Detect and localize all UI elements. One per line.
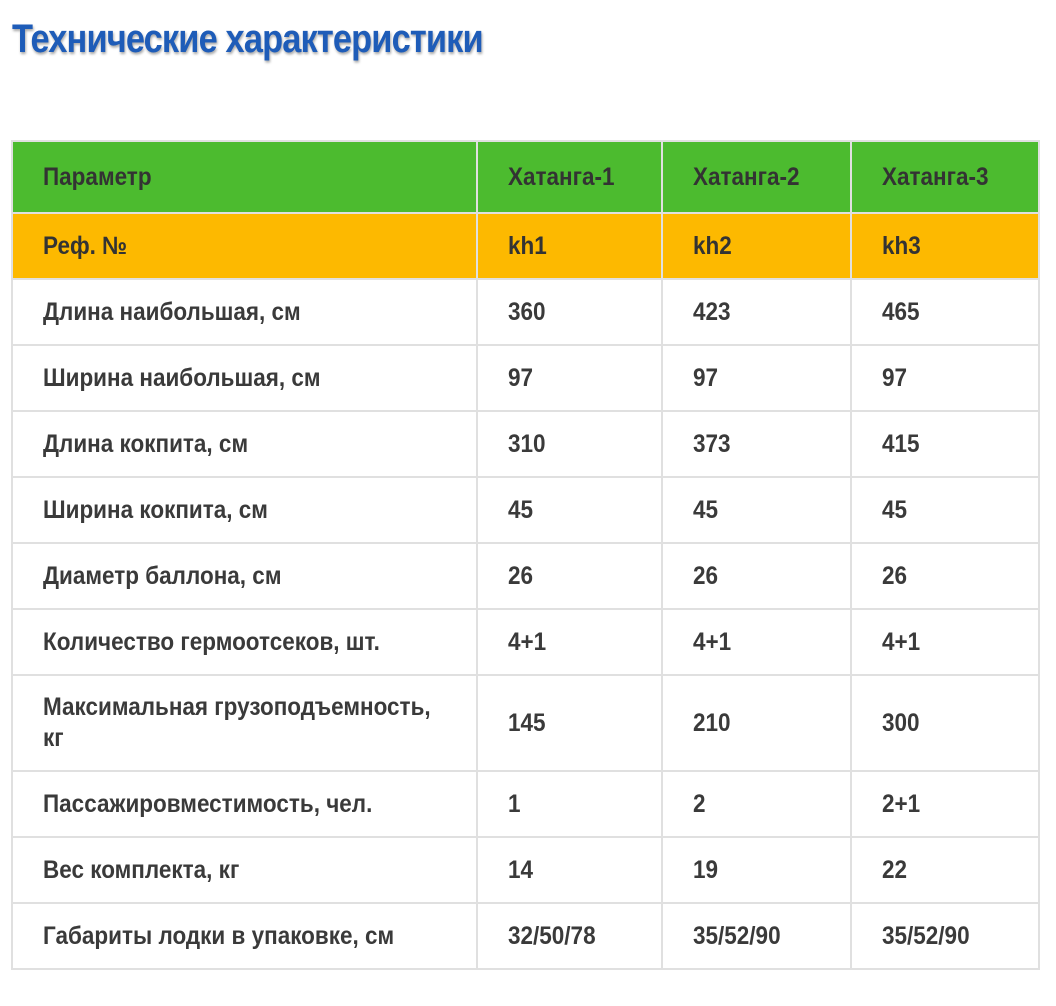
value-cell: 4+1 xyxy=(477,609,662,675)
value-cell: 97 xyxy=(477,345,662,411)
value-cell: 1 xyxy=(477,771,662,837)
table-row xyxy=(12,903,1039,969)
param-cell: Пассажировместимость, чел. xyxy=(12,771,477,837)
value-cell: 45 xyxy=(477,477,662,543)
specs-table xyxy=(11,140,1040,970)
param-cell: Вес комплекта, кг xyxy=(12,837,477,903)
ref-cell-1: kh1 xyxy=(477,213,662,279)
param-cell: Длина наибольшая, см xyxy=(12,279,477,345)
value-cell: 2+1 xyxy=(851,771,1039,837)
table-row xyxy=(12,675,1039,771)
value-cell: 310 xyxy=(477,411,662,477)
param-cell: Диаметр баллона, см xyxy=(12,543,477,609)
value-cell: 26 xyxy=(477,543,662,609)
value-cell: 145 xyxy=(477,675,662,771)
table-row xyxy=(12,837,1039,903)
value-cell: 415 xyxy=(851,411,1039,477)
value-cell: 423 xyxy=(662,279,851,345)
value-cell: 26 xyxy=(851,543,1039,609)
ref-cell-2: kh2 xyxy=(662,213,851,279)
value-cell: 2 xyxy=(662,771,851,837)
table-row xyxy=(12,279,1039,345)
param-cell: Количество гермоотсеков, шт. xyxy=(12,609,477,675)
header-cell-khatanga-3: Хатанга-3 xyxy=(851,141,1039,213)
value-cell: 26 xyxy=(662,543,851,609)
value-cell: 360 xyxy=(477,279,662,345)
value-cell: 35/52/90 xyxy=(851,903,1039,969)
header-cell-parameter: Параметр xyxy=(12,141,477,213)
header-cell-khatanga-1: Хатанга-1 xyxy=(477,141,662,213)
table-row xyxy=(12,411,1039,477)
value-cell: 22 xyxy=(851,837,1039,903)
value-cell: 97 xyxy=(662,345,851,411)
value-cell: 4+1 xyxy=(851,609,1039,675)
table-row xyxy=(12,477,1039,543)
table-row xyxy=(12,543,1039,609)
table-header-row xyxy=(12,141,1039,213)
ref-cell-3: kh3 xyxy=(851,213,1039,279)
value-cell: 465 xyxy=(851,279,1039,345)
table-row xyxy=(12,345,1039,411)
param-cell: Ширина кокпита, см xyxy=(12,477,477,543)
page-title: Технические характеристики xyxy=(12,17,483,61)
value-cell: 210 xyxy=(662,675,851,771)
param-cell: Ширина наибольшая, см xyxy=(12,345,477,411)
param-cell: Длина кокпита, см xyxy=(12,411,477,477)
value-cell: 45 xyxy=(851,477,1039,543)
header-cell-khatanga-2: Хатанга-2 xyxy=(662,141,851,213)
value-cell: 45 xyxy=(662,477,851,543)
value-cell: 32/50/78 xyxy=(477,903,662,969)
value-cell: 35/52/90 xyxy=(662,903,851,969)
table-row xyxy=(12,609,1039,675)
value-cell: 97 xyxy=(851,345,1039,411)
table-row xyxy=(12,771,1039,837)
value-cell: 300 xyxy=(851,675,1039,771)
value-cell: 14 xyxy=(477,837,662,903)
value-cell: 19 xyxy=(662,837,851,903)
value-cell: 373 xyxy=(662,411,851,477)
param-cell: Максимальная грузоподъемность, кг xyxy=(12,675,477,771)
value-cell: 4+1 xyxy=(662,609,851,675)
ref-label-cell: Реф. № xyxy=(12,213,477,279)
param-cell: Габариты лодки в упаковке, см xyxy=(12,903,477,969)
ref-number-row xyxy=(12,213,1039,279)
